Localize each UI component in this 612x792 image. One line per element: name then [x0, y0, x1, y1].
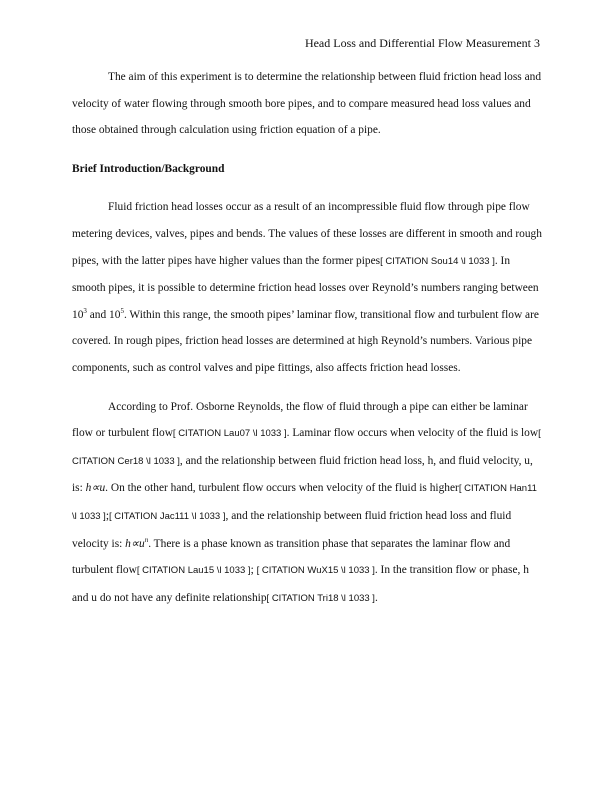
text-run: According to Prof. Osborne Reynolds, the flow of fluid through a pipe can either be laminar flow or turbulent flow	[72, 400, 528, 440]
text-run: Fluid friction head losses occur as a result of an incompressible fluid flow through pipe flow metering devices, valves, pipes and bends. The values of these losses are different in smooth and rough pipes, with the latter pipes have higher values than the former pipes	[72, 201, 542, 267]
text-run: . There is a phase known as transition phase that separates the laminar flow and turbulent flow	[72, 537, 511, 577]
superscript: 5	[120, 306, 124, 315]
citation-field: [ CITATION Tri18 \l 1033 ]	[266, 592, 375, 604]
text-run: . Laminar flow occurs when velocity of the fluid is low	[286, 427, 539, 440]
text-run: , and the relationship between fluid friction head loss and fluid velocity is:	[72, 509, 512, 550]
equation-laminar: h∝u	[85, 482, 106, 495]
background-paragraph-1	[72, 194, 542, 381]
citation-field: [ CITATION Lau15 \l 1033 ]	[136, 565, 251, 577]
background-paragraph-2	[72, 394, 542, 613]
document-body	[72, 64, 542, 612]
equation-turbulent: h∝u	[125, 537, 145, 550]
citation-field: [ CITATION Lau07 \l 1033 ]	[172, 428, 287, 440]
superscript: 3	[83, 306, 87, 315]
text-run: . In smooth pipes, it is possible to determine friction head losses over Reynold’s numbers ranging between 10	[72, 254, 539, 321]
section-heading: Brief Introduction/Background	[72, 162, 225, 175]
citation-field: [ CITATION Cer18 \l 1033 ]	[72, 428, 541, 467]
citation-field: [ CITATION WuX15 \l 1033 ]	[256, 565, 375, 577]
text-run: , and the relationship between fluid friction head loss, h, and fluid velocity, u, is:	[72, 454, 533, 495]
text-run: ;	[250, 564, 257, 577]
citation-field: [ CITATION Han11 \l 1033 ]	[72, 483, 537, 522]
superscript: n	[144, 535, 149, 544]
text-run: ;	[105, 509, 109, 522]
text-run: . Within this range, the smooth pipes’ laminar flow, transitional flow and turbulent flow are covered. In rough pipes, friction head losses are determined at high Reynold’s numbers. Various pipe components, such as control valves and pipe fittings, also affects friction head losses.	[72, 308, 539, 374]
citation-field: [ CITATION Jac111 \l 1033 ]	[108, 510, 226, 522]
text-run: . On the other hand, turbulent flow occurs when velocity of the fluid is higher	[105, 482, 459, 495]
citation-field: [ CITATION Sou14 \l 1033 ]	[380, 255, 495, 267]
text-run: and 10	[86, 308, 121, 321]
text-run: . In the transition flow or phase, h and u do not have any definite relationship	[72, 564, 529, 604]
text-run: .	[374, 591, 378, 604]
running-header: Head Loss and Differential Flow Measurement 3	[304, 36, 540, 50]
aim-paragraph: The aim of this experiment is to determine the relationship between fluid friction head loss and velocity of water flowing through smooth bore pipes, and to compare measured head loss values and those obtained through calculation using friction equation of a pipe.	[72, 71, 542, 137]
